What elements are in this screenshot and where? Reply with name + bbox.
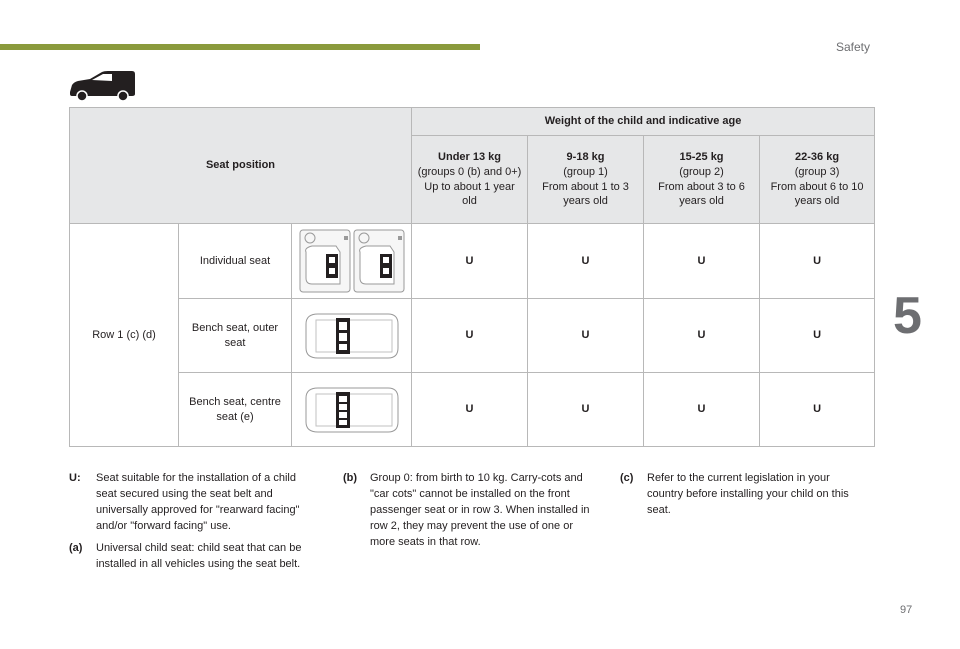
seat-label: Individual seat (179, 224, 292, 299)
suitability-cell: U (644, 373, 760, 447)
column-age: Up to about 1 year old (424, 180, 515, 208)
column-title: 22-36 kg (795, 150, 840, 163)
column-group: (groups 0 (b) and 0+) (417, 165, 522, 178)
column-title: Under 13 kg (438, 150, 501, 163)
suitability-cell: U (760, 299, 875, 373)
column-title: 9-18 kg (566, 150, 605, 163)
note-key: (c) (620, 472, 634, 484)
note-a (69, 540, 317, 572)
centre-bench-seat-diagram (302, 384, 402, 436)
column-header-group-1 (528, 136, 644, 224)
suitability-cell: U (644, 224, 760, 299)
column-group: (group 1) (563, 165, 608, 178)
suitability-cell: U (412, 224, 528, 299)
seat-label: Bench seat, centre seat (e) (179, 373, 292, 447)
seat-diagram-outer (292, 299, 412, 373)
column-group: (group 3) (794, 165, 840, 178)
suitability-cell: U (528, 299, 644, 373)
column-age: From about 6 to 10 years old (770, 180, 864, 208)
notes-column-2 (343, 470, 593, 556)
note-key: (b) (343, 472, 358, 484)
row-group-label: Row 1 (c) (d) (70, 224, 179, 447)
notes-column-3 (620, 470, 852, 524)
accent-bar (0, 44, 480, 50)
note-text: Universal child seat: child seat that can be installed in all vehicles using the seat belt. (96, 542, 302, 570)
individual-seat-diagram (296, 226, 408, 296)
note-key: (a) (69, 542, 83, 554)
page-number: 97 (900, 604, 913, 616)
note-key: U: (69, 472, 81, 484)
child-seat-table (69, 107, 875, 447)
column-age: From about 1 to 3 years old (542, 180, 629, 208)
note-text: Seat suitable for the installation of a child seat secured using the seat belt and universally approved for "rearward facing" and/or "forward facing" use. (96, 472, 300, 532)
seat-label: Bench seat, outer seat (179, 299, 292, 373)
suitability-cell: U (760, 224, 875, 299)
note-text: Group 0: from birth to 10 kg. Carry-cots and "car cots" cannot be installed on the front passenger seat or in row 3. When installed in row 2, they may prevent the use of one or more seats in that row. (370, 472, 590, 548)
weight-header: Weight of the child and indicative age (412, 108, 875, 136)
seat-diagram-individual (292, 224, 412, 299)
note-u (69, 470, 317, 534)
seat-diagram-centre (292, 373, 412, 447)
seat-position-header: Seat position (70, 108, 412, 224)
column-header-group-3 (760, 136, 875, 224)
column-age: From about 3 to 6 years old (658, 180, 745, 208)
section-label: Safety (836, 40, 871, 54)
column-header-group-0 (412, 136, 528, 224)
notes-column-1 (69, 470, 317, 578)
column-header-group-2 (644, 136, 760, 224)
suitability-cell: U (412, 373, 528, 447)
column-title: 15-25 kg (679, 150, 724, 163)
note-text: Refer to the current legislation in your country before installing your child on this seat. (647, 472, 849, 516)
suitability-cell: U (760, 373, 875, 447)
outer-bench-seat-diagram (302, 310, 402, 362)
van-icon (68, 70, 136, 102)
suitability-cell: U (528, 224, 644, 299)
note-c (620, 470, 852, 518)
section-number: 5 (893, 287, 922, 345)
column-group: (group 2) (679, 165, 724, 178)
suitability-cell: U (528, 373, 644, 447)
note-b (343, 470, 593, 550)
suitability-cell: U (412, 299, 528, 373)
suitability-cell: U (644, 299, 760, 373)
